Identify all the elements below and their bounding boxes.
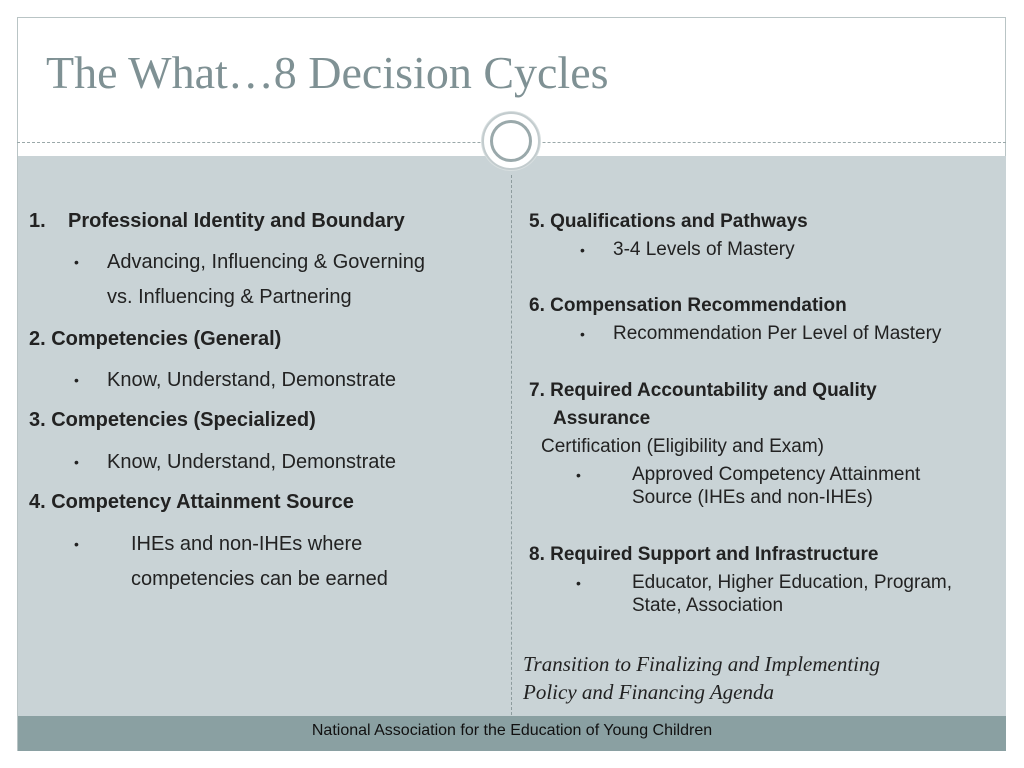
item8-line1: Educator, Higher Education, Program, xyxy=(632,572,953,593)
item2-text: Know, Understand, Demonstrate xyxy=(107,369,397,391)
item2-heading: 2. Competencies (General) xyxy=(29,328,282,350)
item3-text: Know, Understand, Demonstrate xyxy=(107,451,397,473)
item7-line2: Source (IHEs and non-IHEs) xyxy=(632,487,873,508)
content-panel xyxy=(18,156,1006,716)
item8-line2: State, Association xyxy=(632,595,784,616)
bullet-icon: • xyxy=(74,454,79,470)
bullet-icon: • xyxy=(576,467,581,483)
item1-line2: vs. Influencing & Partnering xyxy=(107,286,352,308)
item7-line1: Approved Competency Attainment xyxy=(632,464,921,485)
bullet-icon: • xyxy=(74,536,79,552)
item4-line1: IHEs and non-IHEs where xyxy=(131,533,363,555)
item3-heading: 3. Competencies (Specialized) xyxy=(29,409,316,431)
item7-heading-line2: Assurance xyxy=(553,408,651,429)
item6-text: Recommendation Per Level of Mastery xyxy=(613,323,942,344)
circle-ornament-icon xyxy=(482,112,540,170)
item7-heading-line1: 7. Required Accountability and Quality xyxy=(529,380,877,401)
item1-line1: Advancing, Influencing & Governing xyxy=(107,251,425,273)
item5-text: 3-4 Levels of Mastery xyxy=(613,239,795,260)
bullet-icon: • xyxy=(74,254,79,270)
transition-line1: Transition to Finalizing and Implementing xyxy=(523,652,881,676)
item6-heading: 6. Compensation Recommendation xyxy=(529,295,847,316)
column-divider xyxy=(511,175,512,715)
item4-heading: 4. Competency Attainment Source xyxy=(29,491,354,513)
bullet-icon: • xyxy=(580,242,585,258)
bullet-icon: • xyxy=(580,326,585,342)
item4-line2: competencies can be earned xyxy=(131,568,388,590)
item1-number: 1. xyxy=(29,210,46,232)
bullet-icon: • xyxy=(74,372,79,388)
transition-line2: Policy and Financing Agenda xyxy=(523,680,774,704)
item1-heading: Professional Identity and Boundary xyxy=(68,210,405,232)
footer-organization: National Association for the Education of Young Children xyxy=(18,716,1006,751)
item8-heading: 8. Required Support and Infrastructure xyxy=(529,544,879,565)
slide-title: The What…8 Decision Cycles xyxy=(46,47,609,98)
item5-heading: 5. Qualifications and Pathways xyxy=(529,211,808,232)
item7-subtext: Certification (Eligibility and Exam) xyxy=(541,436,824,457)
bullet-icon: • xyxy=(576,575,581,591)
